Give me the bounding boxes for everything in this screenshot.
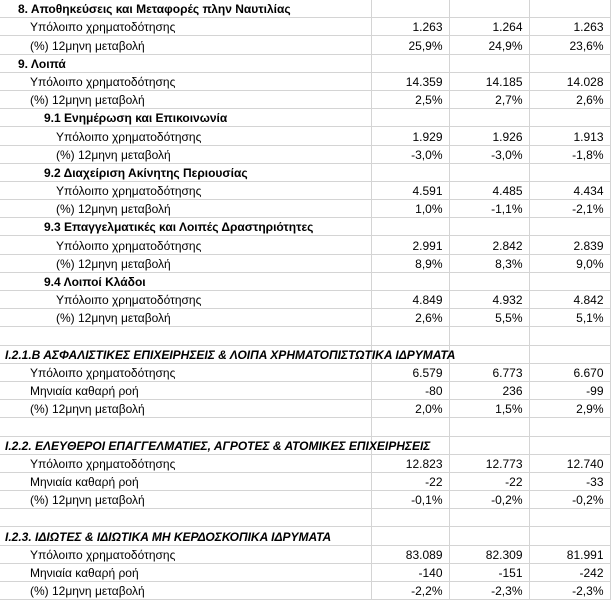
value-cell[interactable] [371,272,449,290]
value-cell[interactable]: 2.991 [371,236,449,254]
value-cell[interactable]: -33 [529,472,610,490]
row-label[interactable] [0,509,371,527]
value-cell[interactable]: -0,2% [529,491,610,509]
section-header-row [0,54,610,72]
table-row [0,200,610,218]
value-cell[interactable] [529,218,610,236]
section-header-row [0,163,610,181]
value-cell[interactable] [529,0,610,18]
value-cell[interactable]: 2,0% [371,400,449,418]
value-cell[interactable]: -2,3% [529,582,610,600]
value-cell[interactable]: 2.842 [449,236,529,254]
value-cell[interactable]: 2.839 [529,236,610,254]
value-cell[interactable]: -1,1% [449,200,529,218]
value-cell[interactable]: 236 [449,381,529,399]
table-row [0,491,610,509]
value-cell[interactable]: 1.263 [529,18,610,36]
value-cell[interactable]: -151 [449,563,529,581]
value-cell[interactable]: -0,2% [449,491,529,509]
row-label[interactable]: Μηνιαία καθαρή ροή [0,563,371,581]
value-cell[interactable] [449,163,529,181]
row-label[interactable]: 8. Αποθηκεύσεις και Μεταφορές πλην Ναυτιλίας [0,0,371,18]
value-cell[interactable]: 2,7% [449,90,529,108]
row-label[interactable]: 9. Λοιπά [0,54,371,72]
value-cell[interactable] [529,109,610,127]
value-cell[interactable] [529,327,610,345]
row-label[interactable]: (%) 12μηνη μεταβολή [0,90,371,108]
row-label[interactable]: Υπόλοιπο χρηματοδότησης [0,363,371,381]
row-label[interactable]: (%) 12μηνη μεταβολή [0,491,371,509]
row-label[interactable]: Υπόλοιπο χρηματοδότησης [0,72,371,90]
row-label[interactable]: 9.3 Επαγγελματικές και Λοιπές Δραστηριότητες [0,218,371,236]
section-header-row [0,0,610,18]
table-row [0,145,610,163]
value-cell[interactable]: 1.929 [371,127,449,145]
value-cell[interactable]: 82.309 [449,545,529,563]
value-cell[interactable]: -80 [371,381,449,399]
table-row [0,563,610,581]
row-label[interactable]: Υπόλοιπο χρηματοδότησης [0,127,371,145]
table-row [0,18,610,36]
value-cell[interactable]: 1.264 [449,18,529,36]
table-row [0,309,610,327]
value-cell[interactable]: 8,3% [449,254,529,272]
value-cell[interactable]: -2,1% [529,200,610,218]
value-cell[interactable]: 83.089 [371,545,449,563]
value-cell[interactable]: -242 [529,563,610,581]
row-label[interactable]: (%) 12μηνη μεταβολή [0,309,371,327]
value-cell[interactable]: 5,1% [529,309,610,327]
value-cell[interactable]: 5,5% [449,309,529,327]
table-row [0,454,610,472]
value-cell[interactable]: 81.991 [529,545,610,563]
value-cell[interactable]: 23,6% [529,36,610,54]
value-cell[interactable]: 4.932 [449,291,529,309]
value-cell[interactable] [529,272,610,290]
value-cell[interactable]: -22 [449,472,529,490]
blank-row [0,509,610,527]
row-label[interactable] [0,418,371,436]
value-cell[interactable] [529,345,610,363]
value-cell[interactable]: 9,0% [529,254,610,272]
table-row [0,36,610,54]
table-row [0,545,610,563]
row-label[interactable]: Μηνιαία καθαρή ροή [0,381,371,399]
table-row [0,363,610,381]
row-label[interactable]: Ι.2.1.Β ΑΣΦΑΛΙΣΤΙΚΕΣ ΕΠΙΧΕΙΡΗΣΕΙΣ & ΛΟΙΠΑ ΧΡΗΜΑΤΟΠΙΣΤΩΤΙΚΑ ΙΔΡΥΜΑΤΑ [0,345,371,363]
value-cell[interactable] [449,345,529,363]
table-row [0,381,610,399]
value-cell[interactable]: 25,9% [371,36,449,54]
row-label[interactable]: (%) 12μηνη μεταβολή [0,200,371,218]
value-cell[interactable]: 1.913 [529,127,610,145]
table-row [0,254,610,272]
row-label[interactable]: Υπόλοιπο χρηματοδότησης [0,454,371,472]
section-header-row [0,272,610,290]
value-cell[interactable]: 6.579 [371,363,449,381]
value-cell[interactable]: 2,6% [529,90,610,108]
value-cell[interactable]: -3,0% [371,145,449,163]
section-header-row [0,109,610,127]
value-cell[interactable]: 12.773 [449,454,529,472]
section-header-row [0,436,610,454]
value-cell[interactable]: 2,5% [371,90,449,108]
section-header-row [0,218,610,236]
value-cell[interactable]: -2,2% [371,582,449,600]
value-cell[interactable]: -2,3% [449,582,529,600]
value-cell[interactable]: 1.263 [371,18,449,36]
value-cell[interactable] [449,218,529,236]
value-cell[interactable]: 1,5% [449,400,529,418]
value-cell[interactable]: 4.591 [371,181,449,199]
value-cell[interactable]: 4.842 [529,291,610,309]
value-cell[interactable]: 4.849 [371,291,449,309]
value-cell[interactable] [529,509,610,527]
table-row [0,90,610,108]
row-label[interactable]: (%) 12μηνη μεταβολή [0,400,371,418]
value-cell[interactable] [449,418,529,436]
row-label[interactable]: Υπόλοιπο χρηματοδότησης [0,545,371,563]
value-cell[interactable] [529,163,610,181]
value-cell[interactable]: 14.359 [371,72,449,90]
value-cell[interactable]: 12.740 [529,454,610,472]
row-label[interactable]: Υπόλοιπο χρηματοδότησης [0,181,371,199]
row-label[interactable]: (%) 12μηνη μεταβολή [0,36,371,54]
row-label[interactable]: 9.1 Ενημέρωση και Επικοινωνία [0,109,371,127]
row-label[interactable]: 9.2 Διαχείριση Ακίνητης Περιουσίας [0,163,371,181]
section-header-row [0,345,610,363]
value-cell[interactable]: -3,0% [449,145,529,163]
row-label[interactable]: (%) 12μηνη μεταβολή [0,254,371,272]
table-row [0,72,610,90]
value-cell[interactable]: 1.926 [449,127,529,145]
value-cell[interactable] [371,327,449,345]
table-row [0,291,610,309]
value-cell[interactable]: 6.773 [449,363,529,381]
row-label[interactable]: Υπόλοιπο χρηματοδότησης [0,291,371,309]
value-cell[interactable]: 1,0% [371,200,449,218]
value-cell[interactable]: -99 [529,381,610,399]
table-row [0,127,610,145]
value-cell[interactable] [371,218,449,236]
value-cell[interactable] [449,327,529,345]
value-cell[interactable] [449,0,529,18]
value-cell[interactable]: 4.485 [449,181,529,199]
value-cell[interactable]: -140 [371,563,449,581]
value-cell[interactable] [449,272,529,290]
value-cell[interactable]: -1,8% [529,145,610,163]
value-cell[interactable] [529,54,610,72]
value-cell[interactable] [371,109,449,127]
value-cell[interactable]: -0,1% [371,491,449,509]
section-header-row [0,527,610,545]
value-cell[interactable]: 14.185 [449,72,529,90]
table-row [0,236,610,254]
blank-row [0,327,610,345]
table-row [0,400,610,418]
value-cell[interactable] [371,509,449,527]
row-label[interactable]: Μηνιαία καθαρή ροή [0,472,371,490]
value-cell[interactable]: 12.823 [371,454,449,472]
row-label[interactable] [0,327,371,345]
value-cell[interactable] [371,0,449,18]
value-cell[interactable]: -22 [371,472,449,490]
table-row [0,472,610,490]
value-cell[interactable] [371,418,449,436]
value-cell[interactable] [449,109,529,127]
value-cell[interactable]: 2,9% [529,400,610,418]
value-cell[interactable]: 8,9% [371,254,449,272]
value-cell[interactable] [529,418,610,436]
row-label[interactable]: (%) 12μηνη μεταβολή [0,582,371,600]
value-cell[interactable] [529,527,610,545]
value-cell[interactable] [449,54,529,72]
value-cell[interactable] [449,436,529,454]
value-cell[interactable]: 4.434 [529,181,610,199]
value-cell[interactable] [371,163,449,181]
row-label[interactable]: (%) 12μηνη μεταβολή [0,145,371,163]
value-cell[interactable]: 24,9% [449,36,529,54]
row-label[interactable]: Ι.2.3. ΙΔΙΩΤΕΣ & ΙΔΙΩΤΙΚΑ ΜΗ ΚΕΡΔΟΣΚΟΠΙΚΑ ΙΔΡΥΜΑΤΑ [0,527,371,545]
row-label[interactable]: Υπόλοιπο χρηματοδότησης [0,18,371,36]
table-row [0,582,610,600]
value-cell[interactable] [371,527,449,545]
row-label[interactable]: Υπόλοιπο χρηματοδότησης [0,236,371,254]
value-cell[interactable]: 6.670 [529,363,610,381]
table-row [0,181,610,199]
value-cell[interactable]: 2,6% [371,309,449,327]
value-cell[interactable] [449,527,529,545]
value-cell[interactable] [529,436,610,454]
blank-row [0,418,610,436]
value-cell[interactable] [371,54,449,72]
value-cell[interactable] [449,509,529,527]
row-label[interactable]: Ι.2.2. ΕΛΕΥΘΕΡΟΙ ΕΠΑΓΓΕΛΜΑΤΙΕΣ, ΑΓΡΟΤΕΣ & ΑΤΟΜΙΚΕΣ ΕΠΙΧΕΙΡΗΣΕΙΣ [0,436,371,454]
row-label[interactable]: 9.4 Λοιποί Κλάδοι [0,272,371,290]
value-cell[interactable]: 14.028 [529,72,610,90]
